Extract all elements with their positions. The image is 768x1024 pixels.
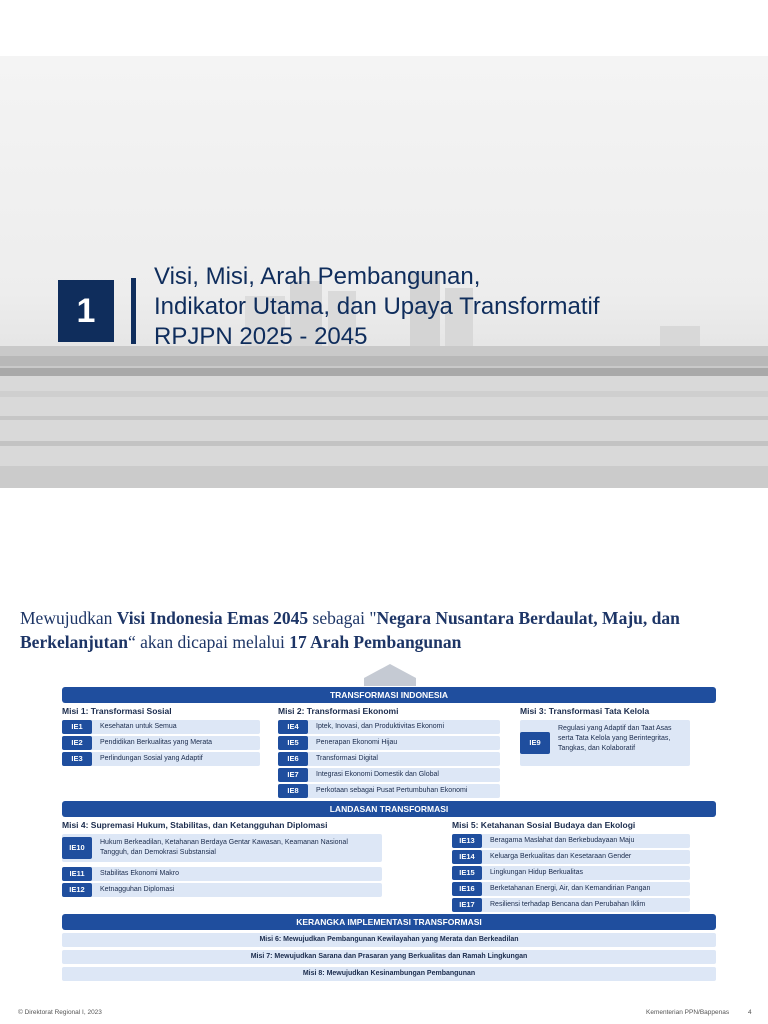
intro-bold: 17 Arah Pembangunan bbox=[289, 632, 462, 652]
misi-4-title: Misi 4: Supremasi Hukum, Stabilitas, dan Ketangguhan Diplomasi bbox=[62, 820, 328, 830]
ie-text: Kesehatan untuk Semua bbox=[100, 723, 177, 730]
ie-text: Iptek, Inovasi, dan Produktivitas Ekonomi bbox=[316, 723, 445, 730]
title-line: Indikator Utama, dan Upaya Transformatif bbox=[154, 293, 600, 320]
list-item bbox=[62, 736, 260, 750]
transformasi-header: TRANSFORMASI INDONESIA bbox=[62, 687, 716, 703]
ie-tag: IE7 bbox=[278, 768, 308, 782]
intro-text: “ akan dicapai melalui bbox=[127, 632, 290, 652]
intro-paragraph bbox=[20, 606, 750, 654]
ie-tag: IE8 bbox=[278, 784, 308, 798]
ie-tag: IE10 bbox=[62, 837, 92, 859]
footer-copyright: © Direktorat Regional I, 2023 bbox=[18, 1009, 102, 1016]
ie-text: Ketnagguhan Diplomasi bbox=[100, 886, 175, 893]
ie-text: Transformasi Digital bbox=[316, 755, 378, 762]
landasan-header: LANDASAN TRANSFORMASI bbox=[62, 801, 716, 817]
ie-tag: IE16 bbox=[452, 882, 482, 896]
divider-bar bbox=[131, 278, 136, 344]
ie-tag: IE14 bbox=[452, 850, 482, 864]
intro-text: Mewujudkan bbox=[20, 608, 117, 628]
list-item bbox=[278, 752, 500, 766]
ie-tag: IE17 bbox=[452, 898, 482, 912]
list-item bbox=[62, 752, 260, 766]
section-title bbox=[154, 262, 600, 352]
ie-text: Hukum Berkeadilan, Ketahanan Berdaya Gentar Kawasan, Keamanan Nasional Tangguh, dan Demokrasi Substansial bbox=[100, 839, 348, 856]
ie-text: Berketahanan Energi, Air, dan Kemandirian Pangan bbox=[490, 885, 651, 892]
ie-text: Regulasi yang Adaptif dan Taat Asas serta Tata Kelola yang Berintegritas, Tangkas, dan Kolaboratif bbox=[558, 725, 672, 752]
ie-text: Integrasi Ekonomi Domestik dan Global bbox=[316, 771, 439, 778]
misi-1-title: Misi 1: Transformasi Sosial bbox=[62, 706, 172, 716]
ie-text: Perlindungan Sosial yang Adaptif bbox=[100, 755, 203, 762]
misi-5-title: Misi 5: Ketahanan Sosial Budaya dan Ekologi bbox=[452, 820, 636, 830]
ie-tag: IE9 bbox=[520, 732, 550, 754]
ie-text: Keluarga Berkualitas dan Kesetaraan Gender bbox=[490, 853, 632, 860]
page-number: 4 bbox=[748, 1009, 752, 1016]
list-item bbox=[278, 768, 500, 782]
ie-text: Beragama Maslahat dan Berkebudayaan Maju bbox=[490, 837, 635, 844]
up-arrow-icon bbox=[364, 664, 416, 678]
list-item bbox=[278, 720, 500, 734]
intro-bold: Visi Indonesia Emas 2045 bbox=[116, 608, 309, 628]
ie-tag: IE1 bbox=[62, 720, 92, 734]
list-item bbox=[452, 850, 690, 864]
ie-text: Pendidikan Berkualitas yang Merata bbox=[100, 739, 213, 746]
ie-text: Lingkungan Hidup Berkualitas bbox=[490, 869, 584, 876]
list-item bbox=[62, 834, 382, 862]
ie-tag: IE3 bbox=[62, 752, 92, 766]
list-item bbox=[452, 834, 690, 848]
title-line: Visi, Misi, Arah Pembangunan, bbox=[154, 263, 481, 290]
list-item bbox=[62, 883, 382, 897]
ie-tag: IE11 bbox=[62, 867, 92, 881]
misi-6-bar: Misi 6: Mewujudkan Pembangunan Kewilayahan yang Merata dan Berkeadilan bbox=[62, 933, 716, 947]
misi-2-title: Misi 2: Transformasi Ekonomi bbox=[278, 706, 399, 716]
ie-tag: IE2 bbox=[62, 736, 92, 750]
ie-text: Stabilitas Ekonomi Makro bbox=[100, 870, 179, 877]
misi-7-bar: Misi 7: Mewujudkan Sarana dan Prasaran yang Berkualitas dan Ramah Lingkungan bbox=[62, 950, 716, 964]
ie-tag: IE13 bbox=[452, 834, 482, 848]
ie-tag: IE5 bbox=[278, 736, 308, 750]
ie-text: Resiliensi terhadap Bencana dan Perubahan Iklim bbox=[490, 901, 646, 908]
title-line: RPJPN 2025 - 2045 bbox=[154, 323, 368, 350]
misi-3-title: Misi 3: Transformasi Tata Kelola bbox=[520, 706, 650, 716]
kerangka-header: KERANGKA IMPLEMENTASI TRANSFORMASI bbox=[62, 914, 716, 930]
misi-8-bar: Misi 8: Mewujudkan Kesinambungan Pembangunan bbox=[62, 967, 716, 981]
intro-bold: Negara Nusantara Berdaulat, Maju, dan Berkelanjutan bbox=[20, 608, 680, 652]
up-arrow-stem bbox=[364, 678, 416, 686]
ie-tag: IE15 bbox=[452, 866, 482, 880]
list-item bbox=[452, 882, 690, 896]
ie-text: Penerapan Ekonomi Hijau bbox=[316, 739, 398, 746]
list-item bbox=[520, 720, 690, 766]
footer-org: Kementerian PPN/Bappenas bbox=[646, 1009, 730, 1016]
ie-tag: IE6 bbox=[278, 752, 308, 766]
list-item bbox=[62, 720, 260, 734]
list-item bbox=[278, 784, 500, 798]
ie-tag: IE4 bbox=[278, 720, 308, 734]
list-item bbox=[278, 736, 500, 750]
ie-tag: IE12 bbox=[62, 883, 92, 897]
hero-banner bbox=[0, 56, 768, 488]
list-item bbox=[452, 898, 690, 912]
section-number: 1 bbox=[58, 280, 114, 342]
ie-text: Perkotaan sebagai Pusat Pertumbuhan Ekonomi bbox=[316, 787, 468, 794]
list-item bbox=[452, 866, 690, 880]
intro-text: sebagai " bbox=[308, 608, 377, 628]
list-item bbox=[62, 867, 382, 881]
